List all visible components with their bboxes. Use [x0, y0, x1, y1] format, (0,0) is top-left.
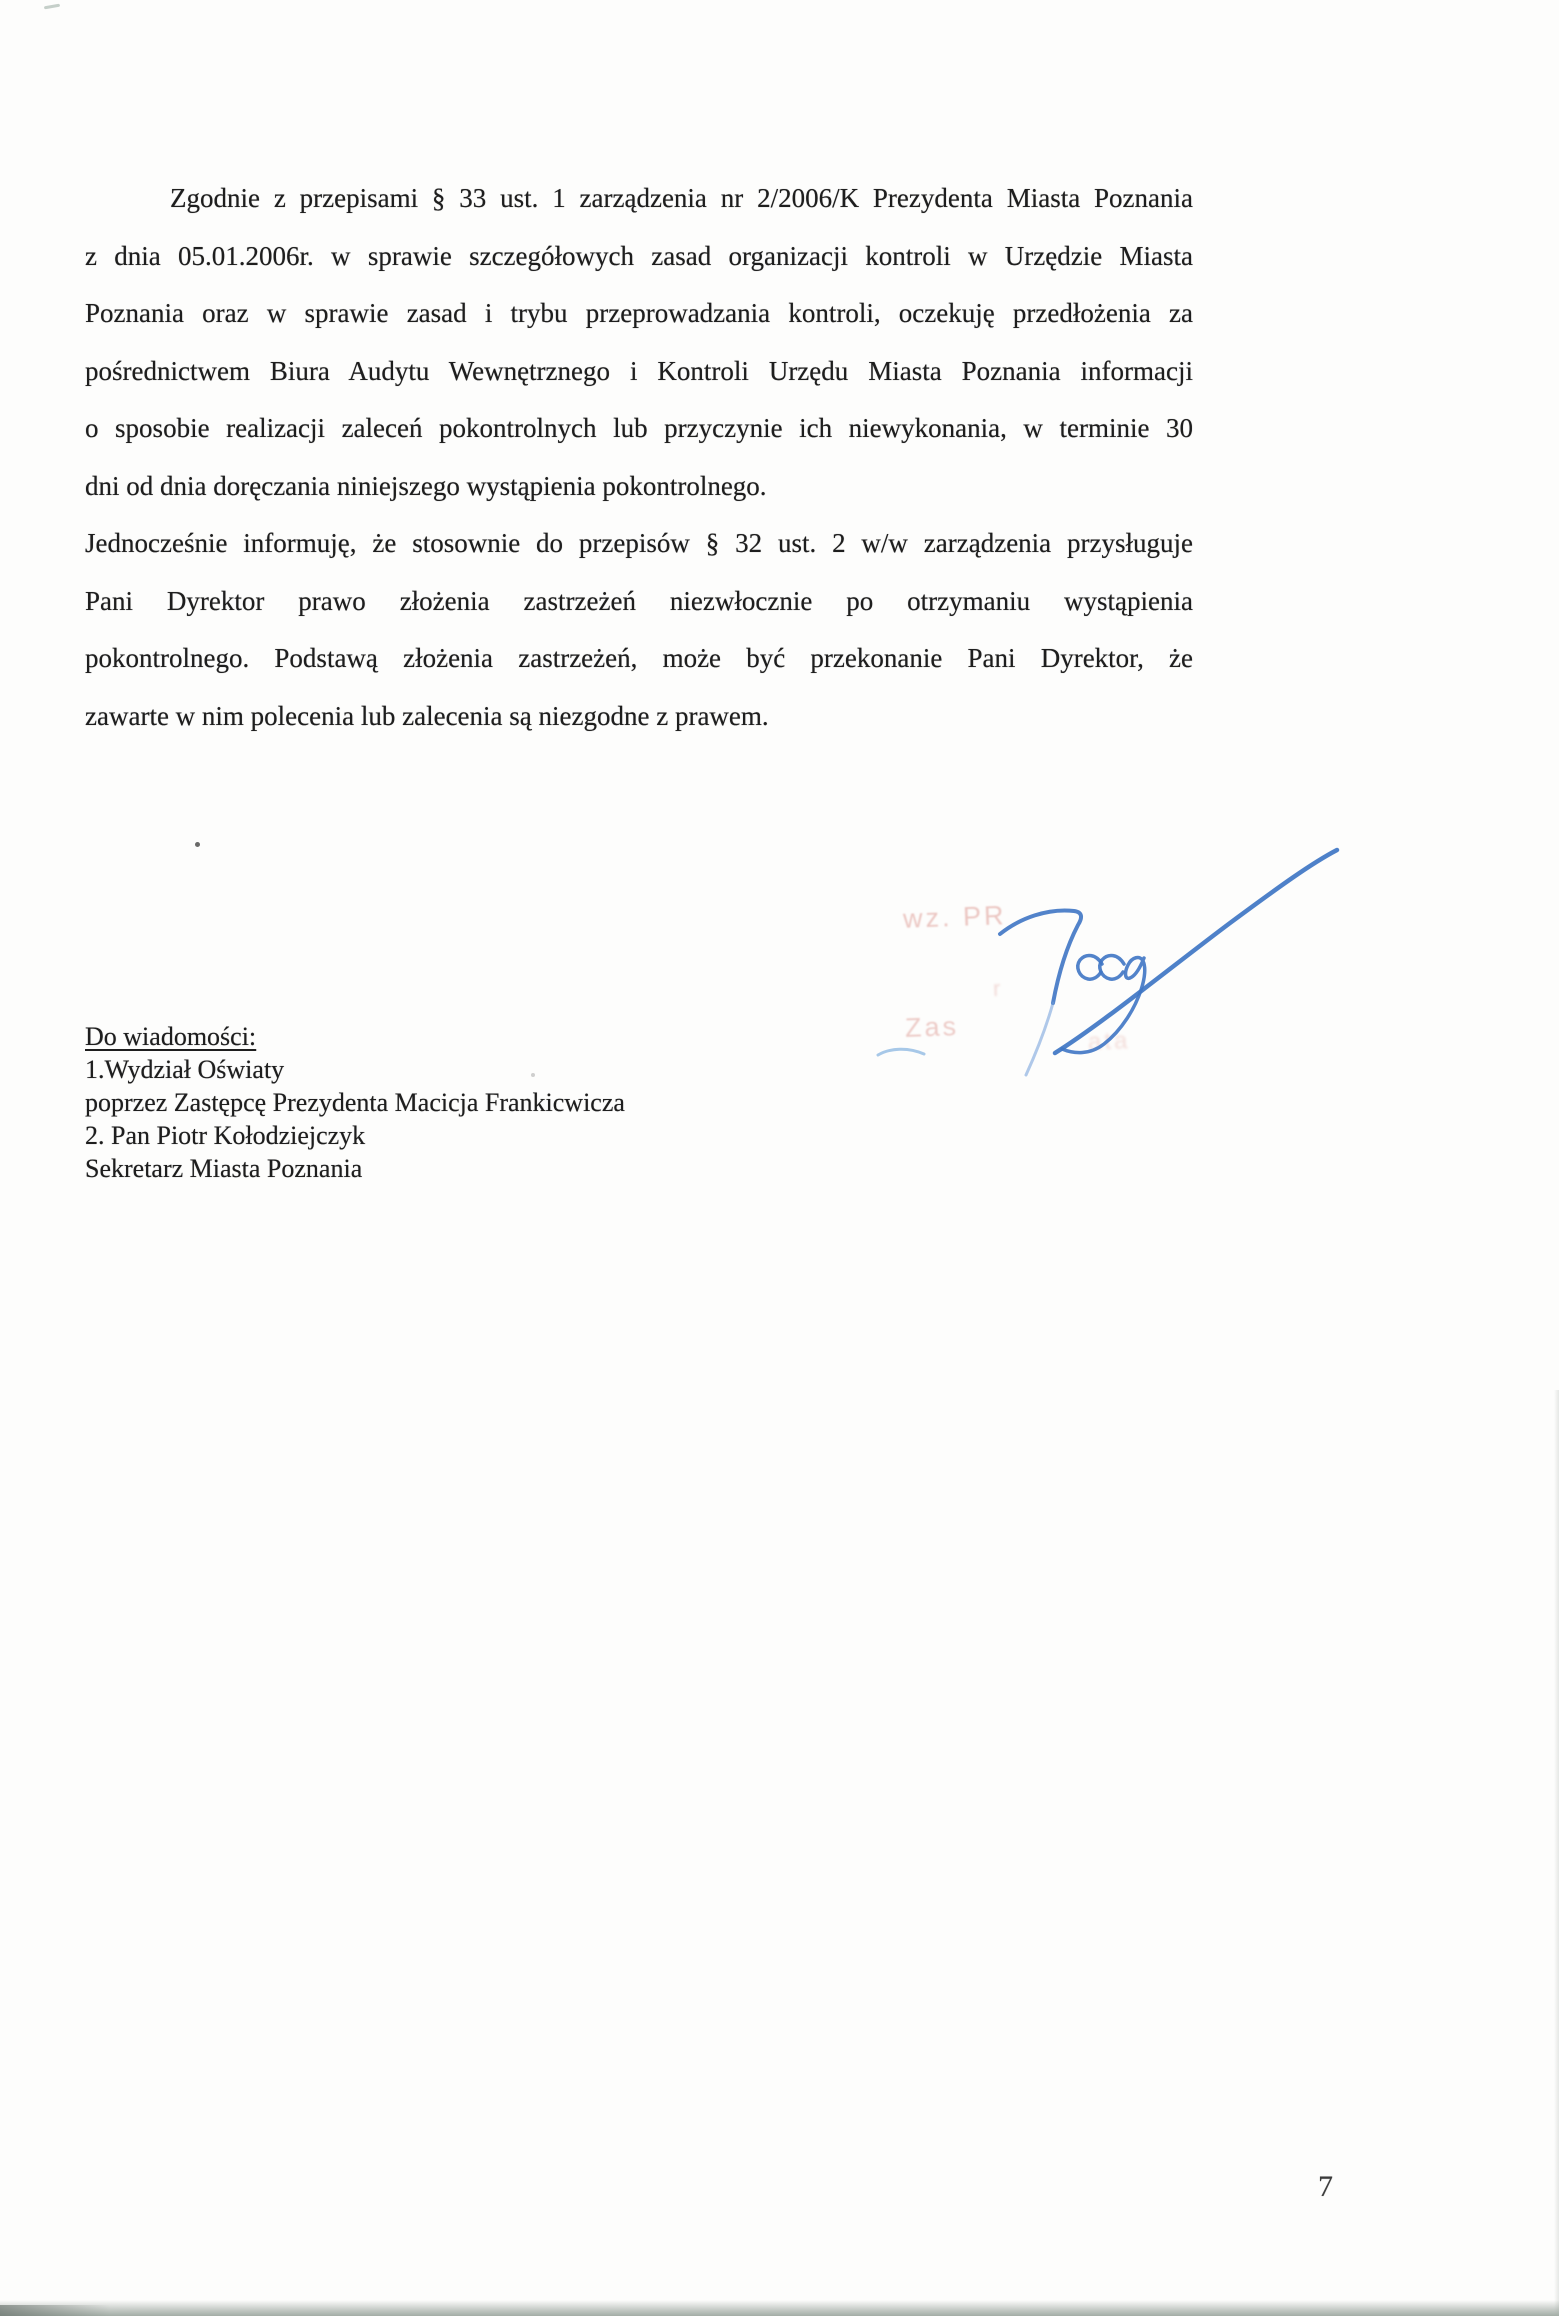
- letter-body: [85, 170, 1193, 745]
- distribution-item: 2. Pan Piotr Kołodziejczyk: [85, 1121, 366, 1150]
- distribution-item: 1.Wydział Oświaty: [85, 1055, 285, 1084]
- signature-block: [850, 818, 1350, 1098]
- scan-edge-corner: [0, 2305, 110, 2316]
- distribution-item: Sekretarz Miasta Poznania: [85, 1154, 363, 1183]
- body-line: pokontrolnego. Podstawą złożenia zastrzeżeń, może być przekonanie Pani Dyrektor, że: [85, 643, 1193, 673]
- page-number: 7: [1318, 2170, 1333, 2203]
- body-line: Pani Dyrektor prawo złożenia zastrzeżeń niezwłocznie po otrzymaniu wystąpienia: [85, 585, 1193, 616]
- body-line: o sposobie realizacji zaleceń pokontrolnych lub przyczynie ich niewykonania, w terminie 30: [85, 413, 1193, 443]
- stamp-text-fragment: wz. PR: [902, 900, 1007, 934]
- scan-artifact-speck: [531, 1073, 535, 1077]
- body-line: dni od dnia doręczania niniejszego wystąpienia pokontrolnego.: [85, 470, 767, 501]
- body-line: z dnia 05.01.2006r. w sprawie szczegółowych zasad organizacji kontroli w Urzędzie Miasta: [85, 240, 1193, 271]
- scan-edge-right: [1554, 1390, 1559, 2316]
- scan-artifact-dot: [195, 842, 200, 847]
- scan-artifact-dash: [44, 4, 60, 10]
- handwritten-signature: [850, 818, 1350, 1098]
- body-line: zawarte w nim polecenia lub zalecenia są niezgodne z prawem.: [85, 700, 769, 731]
- body-line: pośrednictwem Biura Audytu Wewnętrznego i Kontroli Urzędu Miasta Poznania informacji: [85, 355, 1193, 386]
- body-line: Zgodnie z przepisami § 33 ust. 1 zarządzenia nr 2/2006/K Prezydenta Miasta Poznania: [170, 183, 1193, 213]
- body-line: Poznania oraz w sprawie zasad i trybu przeprowadzania kontroli, oczekuję przedłożenia za: [85, 298, 1193, 328]
- stamp-text-fragment: r: [992, 975, 1004, 1002]
- stamp-text-fragment: ata: [1087, 1027, 1131, 1056]
- distribution-heading: Do wiadomości:: [85, 1022, 257, 1051]
- body-line: Jednocześnie informuję, że stosownie do przepisów § 32 ust. 2 w/w zarządzenia przysługuje: [85, 528, 1193, 558]
- scan-edge-bottom: [0, 2300, 1559, 2316]
- stamp-text-fragment: Zas: [904, 1011, 960, 1043]
- distribution-list: [85, 1020, 625, 1185]
- distribution-item: poprzez Zastępcę Prezydenta Macicja Frankicwicza: [85, 1088, 625, 1117]
